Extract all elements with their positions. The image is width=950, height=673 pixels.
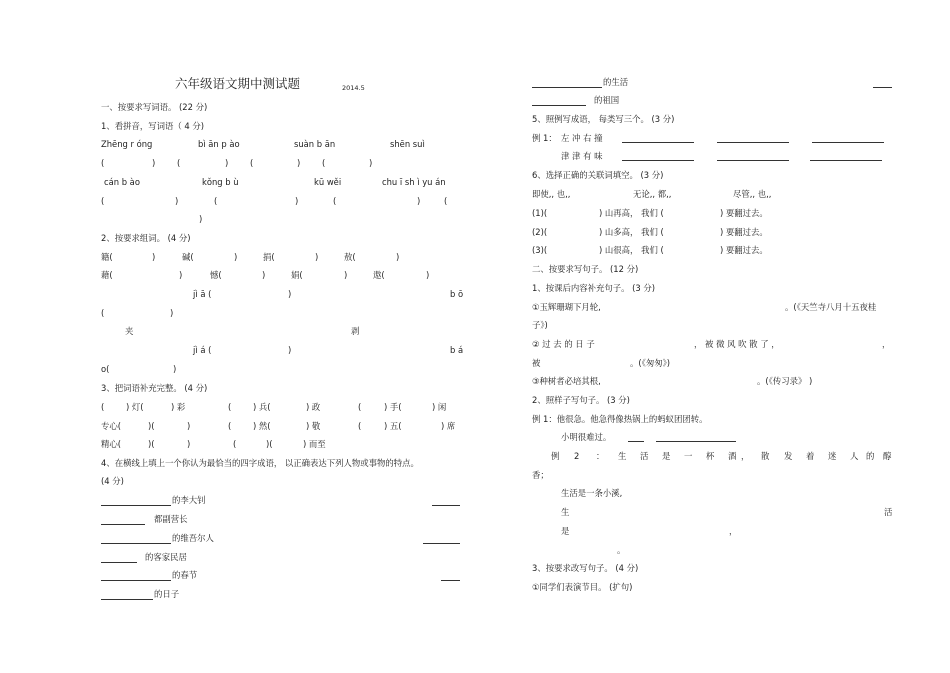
section-2-question-3: 3、按要求改写句子。 (4 分) xyxy=(532,563,639,573)
sentence-middle: ) 山再高， 我们 ( xyxy=(599,208,664,218)
example-prefix: 例 1： xyxy=(532,133,557,143)
question-4: 4、在横线上填上一个你认为最恰当的四字成语， 以正确表达下列人物或事物的特点。 xyxy=(101,458,419,468)
answer-char: 活 xyxy=(884,507,893,517)
pinyin-bo: b ō xyxy=(450,289,464,299)
answer-line[interactable] xyxy=(717,142,789,143)
answer-line[interactable] xyxy=(101,524,145,525)
idiom-blank: ) 然( xyxy=(253,421,271,431)
answer-line[interactable] xyxy=(423,543,460,544)
answer-paren-close: ) xyxy=(288,289,292,299)
answer-paren-close: ) xyxy=(179,270,183,280)
fill-item: 的客家民居 xyxy=(145,552,187,562)
poem-source-1: 。(《天竺寺八月十五夜桂 xyxy=(785,302,877,312)
exam-date: 2014.5 xyxy=(342,84,365,92)
answer-paren-close: ) xyxy=(234,252,238,262)
answer-char: 是 xyxy=(561,526,570,536)
char-bo: 剥 xyxy=(351,326,360,336)
sentence-end: ) 要翻过去。 xyxy=(720,245,768,255)
example-char: 人 xyxy=(850,451,859,461)
section-2-question-2: 2、照样子写句子。 (3 分) xyxy=(532,395,630,405)
example-char: ， xyxy=(741,451,750,461)
question-4-score: (4 分) xyxy=(101,476,124,486)
section-2-question-1: 1、按课后内容补充句子。 (3 分) xyxy=(532,283,656,293)
answer-paren-close: ) xyxy=(225,158,229,168)
answer-paren-open[interactable]: ( xyxy=(333,196,337,206)
example-char: 散 xyxy=(761,451,770,461)
answer-paren-close: ) xyxy=(152,252,156,262)
idiom-blank: ) 五( xyxy=(384,421,402,431)
example-sentence-1: 例 1：他很急。他急得像热锅上的蚂蚁团团转。 xyxy=(532,414,708,424)
answer-line[interactable] xyxy=(101,599,153,600)
text-line-2-mid: ， 被 微 风 吹 散 了 ， xyxy=(694,339,780,349)
answer-paren-open[interactable]: ( xyxy=(177,158,181,168)
example-idiom-1: 左 冲 右 撞 xyxy=(561,133,603,143)
conjunction-option: 即使,, 也,, xyxy=(532,189,571,199)
pinyin-ba: b á xyxy=(450,345,464,355)
poem-source-1-cont: 子》) xyxy=(532,320,548,330)
sentence-end: ) 要翻过去。 xyxy=(720,227,768,237)
idiom-blank: ) 彩 xyxy=(171,402,186,412)
text-source-3: 。(《传习录》 ) xyxy=(757,376,813,386)
pinyin-6: kǒng b ù xyxy=(202,177,239,187)
idiom-blank: ) 闲 xyxy=(432,402,447,412)
idiom-blank: 专心( xyxy=(101,421,122,431)
idiom-blank: ) 而至 xyxy=(303,439,326,449)
answer-line[interactable] xyxy=(622,160,694,161)
example-char: 是 xyxy=(662,451,671,461)
fill-item: 的生活 xyxy=(603,77,629,87)
answer-paren-close: ) xyxy=(170,308,174,318)
answer-paren-close: ) xyxy=(417,196,421,206)
sentence-number: (2)( xyxy=(532,227,548,237)
idiom-blank: ) 手( xyxy=(384,402,402,412)
answer-paren-close: ) xyxy=(426,270,430,280)
answer-paren-open[interactable]: ( xyxy=(101,196,105,206)
conjunction-option: 无论,, 都,, xyxy=(633,189,672,199)
answer-line[interactable] xyxy=(532,87,602,88)
question-2: 2、按要求组词。 (4 分) xyxy=(101,233,191,243)
sentence-middle: ) 山多高， 我们 ( xyxy=(599,227,664,237)
answer-char: 生 xyxy=(561,507,570,517)
answer-line[interactable] xyxy=(873,87,892,88)
pinyin-o: o( xyxy=(101,364,110,374)
example-char: 酒 xyxy=(728,451,737,461)
answer-paren-close: ) xyxy=(344,270,348,280)
answer-line[interactable] xyxy=(432,505,460,506)
idiom-blank: )( xyxy=(148,421,155,431)
answer-paren-close: ) xyxy=(199,214,203,224)
word-group-item: 籍( xyxy=(101,252,113,262)
answer-paren-close: ) xyxy=(295,196,299,206)
answer-paren-close: ) xyxy=(262,270,266,280)
answer-line[interactable] xyxy=(810,160,882,161)
text-line-2b: 被 xyxy=(532,358,541,368)
idiom-blank: ( xyxy=(233,439,237,449)
answer-punct: 。 xyxy=(617,545,626,555)
answer-paren-open[interactable]: ( xyxy=(101,158,105,168)
section-1-heading: 一、按要求写词语。 (22 分) xyxy=(101,102,208,112)
example-char: 发 xyxy=(784,451,793,461)
conjunction-option: 尽管,, 也,, xyxy=(733,189,772,199)
answer-paren-open[interactable]: ( xyxy=(250,158,254,168)
answer-line[interactable] xyxy=(622,142,694,143)
example-char: 一 xyxy=(684,451,693,461)
pinyin-4: shēn suì xyxy=(390,139,425,149)
prompt-sentence-2: 生活是一条小溪, xyxy=(561,488,623,498)
text-source-2: 。(《匆匆》) xyxy=(630,358,671,368)
rewrite-sentence-1: ①同学们表演节目。 (扩句) xyxy=(532,582,633,592)
pinyin-jia: jì á ( xyxy=(193,345,212,355)
example-char: 杯 xyxy=(706,451,715,461)
sentence-number: (3)( xyxy=(532,245,548,255)
fill-item: 的维吾尔人 xyxy=(172,533,214,543)
answer-paren-close: ) xyxy=(152,158,156,168)
answer-paren-close: ) xyxy=(297,158,301,168)
sentence-end: ) 要翻过去。 xyxy=(720,208,768,218)
answer-paren-open[interactable]: ( xyxy=(444,196,448,206)
pinyin-8: chu ī sh ì yu án xyxy=(382,177,446,187)
word-group-item: 憾( xyxy=(210,270,222,280)
fill-item: 的祖国 xyxy=(594,95,620,105)
section-2-heading: 二、按要求写句子。 (12 分) xyxy=(532,264,639,274)
answer-line[interactable] xyxy=(812,142,884,143)
answer-line[interactable] xyxy=(101,580,171,581)
question-1: 1、看拼音，写词语（ 4 分) xyxy=(101,121,204,131)
idiom-blank: ) 兵( xyxy=(253,402,271,412)
idiom-blank: ) xyxy=(187,421,191,431)
fill-item: 都副营长 xyxy=(154,514,188,524)
text-line-2: ② 过 去 的 日 子 xyxy=(532,339,595,349)
answer-paren-open[interactable]: ( xyxy=(101,308,105,318)
answer-paren-open[interactable]: ( xyxy=(322,158,326,168)
example-char: 活 xyxy=(640,451,649,461)
example-sentence-2-end: 香； xyxy=(532,470,549,480)
example-char: 生 xyxy=(618,451,627,461)
answer-line[interactable] xyxy=(628,441,644,442)
sentence-middle: ) 山很高， 我们 ( xyxy=(599,245,664,255)
word-group-item: 捐( xyxy=(263,252,275,262)
pinyin-1: Zhēng r óng xyxy=(101,139,153,149)
idiom-blank: )( xyxy=(266,439,273,449)
question-5: 5、照例写成语， 每类写三个。 (3 分) xyxy=(532,114,675,124)
prompt-sentence: 小明很难过。 xyxy=(561,432,612,442)
idiom-blank: ( xyxy=(358,421,362,431)
example-char: 着 xyxy=(806,451,815,461)
example-idiom-2: 津 津 有 味 xyxy=(561,151,603,161)
text-line-3: ③种树者必培其根, xyxy=(532,376,601,386)
text-line-2-end: ， xyxy=(882,339,891,349)
idiom-blank: ) 敬 xyxy=(306,421,321,431)
answer-line[interactable] xyxy=(532,105,586,106)
idiom-blank: 精心( xyxy=(101,439,122,449)
question-6: 6、选择正确的关联词填空。 (3 分) xyxy=(532,170,664,180)
answer-line[interactable] xyxy=(441,580,460,581)
fill-item: 的李大钊 xyxy=(172,495,206,505)
fill-item: 的日子 xyxy=(154,589,180,599)
idiom-blank: ( xyxy=(228,402,232,412)
pinyin-7: kū wěi xyxy=(314,177,342,187)
word-group-item: 敖( xyxy=(344,252,356,262)
idiom-blank: )( xyxy=(148,439,155,449)
word-group-item: 遨( xyxy=(373,270,385,280)
answer-paren-close: ) xyxy=(175,196,179,206)
pinyin-2: bì ān p ào xyxy=(198,139,240,149)
answer-line[interactable] xyxy=(101,543,171,544)
answer-line[interactable] xyxy=(717,160,789,161)
fill-item: 的春节 xyxy=(172,570,198,580)
answer-punct: ， xyxy=(729,526,738,536)
answer-paren-close: ) xyxy=(315,252,319,262)
answer-paren-close: ) xyxy=(369,158,373,168)
answer-paren-close: ) xyxy=(173,364,177,374)
answer-line[interactable] xyxy=(101,562,137,563)
idiom-blank: ( xyxy=(228,421,232,431)
example-char: 例 xyxy=(551,451,560,461)
pinyin-3: suàn b ān xyxy=(294,139,336,149)
sentence-number: (1)( xyxy=(532,208,548,218)
answer-line[interactable] xyxy=(656,441,736,442)
example-char: 的 xyxy=(866,451,875,461)
idiom-blank: ) xyxy=(187,439,191,449)
answer-paren-open[interactable]: ( xyxy=(214,196,218,206)
pinyin-5: cán b ào xyxy=(104,177,140,187)
poem-line-1: ①玉辉珊瑚下月轮, xyxy=(532,302,601,312)
idiom-blank: ) 灯( xyxy=(126,402,144,412)
idiom-blank: ( xyxy=(358,402,362,412)
page-title: 六年级语文期中测试题 xyxy=(175,76,301,91)
word-group-item: 藉( xyxy=(101,270,113,280)
example-char: 醇 xyxy=(883,451,892,461)
char-jia: 夹 xyxy=(125,326,134,336)
pinyin-ja: jì ā ( xyxy=(193,289,212,299)
idiom-blank: ) 席 xyxy=(441,421,456,431)
example-char: ： xyxy=(596,451,605,461)
idiom-blank: ( xyxy=(101,402,105,412)
word-group-item: 娟( xyxy=(291,270,303,280)
answer-line[interactable] xyxy=(101,505,171,506)
answer-paren-close: ) xyxy=(396,252,400,262)
answer-paren-close: ) xyxy=(288,345,292,355)
example-char: 2 xyxy=(574,451,580,461)
word-group-item: 碱( xyxy=(182,252,194,262)
question-3: 3、把词语补充完整。 (4 分) xyxy=(101,383,208,393)
example-char: 迷 xyxy=(828,451,837,461)
idiom-blank: ) 政 xyxy=(306,402,321,412)
